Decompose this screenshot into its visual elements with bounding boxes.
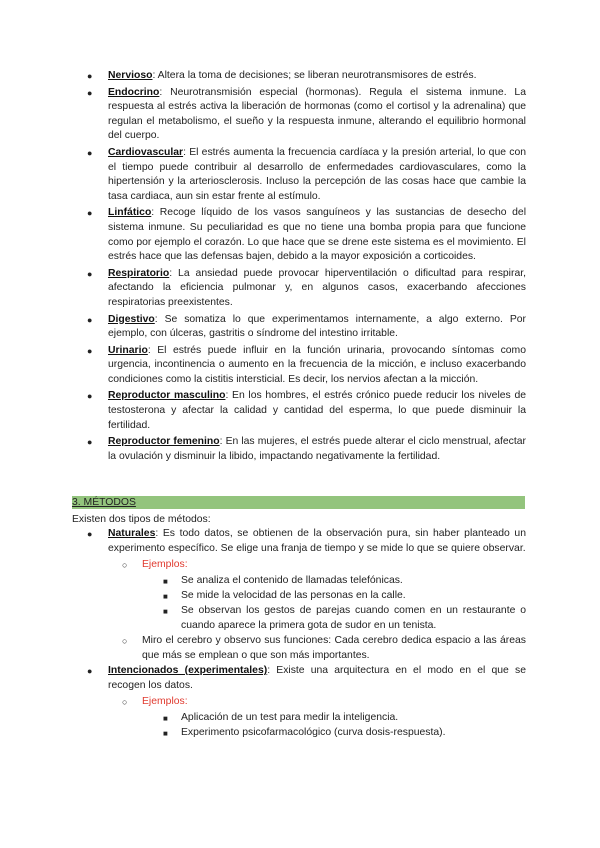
example-item: ■ Se observan los gestos de parejas cuando comen en un restaurante o cuando aparece la primera gota de sudor en un tenista. [163, 605, 526, 631]
list-item-respiratorio: ● Respiratorio: La ansiedad puede provocar hiperventilación o dificultad para respirar, afectando la eficiencia pulmonar y, en algunos casos, exacerbando afecciones respiratorias preexistentes. [87, 267, 526, 308]
list-item-reproductor-masculino: ● Reproductor masculino: En los hombres, el estrés crónico puede reducir los niveles de testosterona y afectar la calidad y cantidad del esperma, lo que puede disminuir la fertilidad. [87, 390, 526, 431]
list-item-cardiovascular: ● Cardiovascular: El estrés aumenta la frecuencia cardíaca y la presión arterial, lo que con el tiempo puede contribuir al desarrollo de enfermedades cardiovasculares, como la hipertensión y la arteriosclerosis. Incluso la percepción de las cosas hace que cambie la tasa cardiaca, aun sin estar frente al estímulo. [87, 146, 526, 202]
list-item-endocrino: ● Endocrino: Neurotransmisión especial (hormonas). Regula el sistema inmune. La respuesta al estrés activa la liberación de hormonas (como el cortisol y la adrenalina) que regulan el metabolismo, el sueño y la respuesta inmune, alterando el equilibrio hormonal del cuerpo. [87, 86, 526, 142]
list-item-linfatico: ● Linfático: Recoge líquido de los vasos sanguíneos y las sustancias de desecho del sistema inmune. Su peculiaridad es que no tiene una bomba propia para que funcione como por ejemplo el corazón. Lo que hace que se drene este sistema es el movimiento. El estrés hace que las defensas bajen, debido a la mayor exposición a corticoides. [87, 207, 526, 263]
list-item-digestivo: ● Digestivo: Se somatiza lo que experimentamos internamente, a algo externo. Por ejemplo, con úlceras, gastritis o síndrome del intestino irritable. [87, 313, 526, 340]
methods-list [0, 527, 600, 741]
bullet-icon: ● [87, 71, 93, 81]
list-item-urinario: ● Urinario: El estrés puede influir en la función urinaria, provocando síntomas como urgencia, incontinencia o aumento en la frecuencia de la micción, e incluso exacerbando condiciones como la cistitis intersticial. Es decir, los nervios afectan a la micción. [87, 344, 526, 385]
examples-label-intencionados: ○ Ejemplos: [142, 695, 526, 709]
bullet-icon: ● [87, 268, 93, 279]
list-item-reproductor-femenino: ● Reproductor femenino: En las mujeres, el estrés puede alterar el ciclo menstrual, afectar la ovulación y disminuir la libido, impactando negativamente la fertilidad. [87, 436, 526, 462]
circle-bullet-icon: ○ [122, 636, 128, 647]
bullet-icon: ● [87, 666, 93, 677]
list-item-nervioso: ● Nervioso: Altera la toma de decisiones; se liberan neurotransmisores de estrés. [108, 69, 526, 84]
list-item-naturales: ● Naturales: Es todo datos, se obtienen de la observación pura, sin haber planteado un experimento específico. Se elige una franja de tiempo y se mide lo que se quiere observar. [87, 528, 526, 554]
body-systems-list [0, 69, 600, 466]
circle-bullet-icon: ○ [122, 697, 128, 708]
square-bullet-icon: ■ [163, 729, 168, 739]
bullet-icon: ● [87, 87, 93, 98]
list-item-intencionados: ● Intencionados (experimentales): Existe una arquitectura en el modo en el que se recogen los datos. [87, 665, 526, 691]
square-bullet-icon: ■ [163, 592, 168, 601]
section-intro: Existen dos tipos de métodos: [72, 514, 211, 525]
example-item: ■ Se analiza el contenido de llamadas telefónicas. [181, 574, 526, 588]
circle-bullet-icon: ○ [122, 560, 128, 571]
section-heading-metodos: 3. MÉTODOS [72, 496, 525, 509]
square-bullet-icon: ■ [163, 713, 168, 723]
bullet-icon: ● [87, 208, 93, 219]
example-item: ■ Aplicación de un test para medir la inteligencia. [181, 711, 526, 725]
square-bullet-icon: ■ [163, 576, 168, 586]
extra-note-cerebro: ○ Miro el cerebro y observo sus funciones: Cada cerebro dedica espacio a las áreas que más se emplean o que son más importantes. [122, 635, 526, 661]
bullet-icon: ● [87, 345, 93, 356]
square-bullet-icon: ■ [163, 607, 168, 617]
bullet-icon: ● [87, 314, 93, 325]
bullet-icon: ● [87, 529, 93, 539]
example-item: ■ Se mide la velocidad de las personas en la calle. [181, 589, 526, 603]
bullet-icon: ● [87, 437, 93, 448]
bullet-icon: ● [87, 147, 93, 158]
examples-label-naturales: ○ Ejemplos: [142, 558, 526, 572]
example-item: ■ Experimento psicofarmacológico (curva dosis-respuesta). [181, 726, 526, 740]
bullet-icon: ● [87, 391, 93, 402]
